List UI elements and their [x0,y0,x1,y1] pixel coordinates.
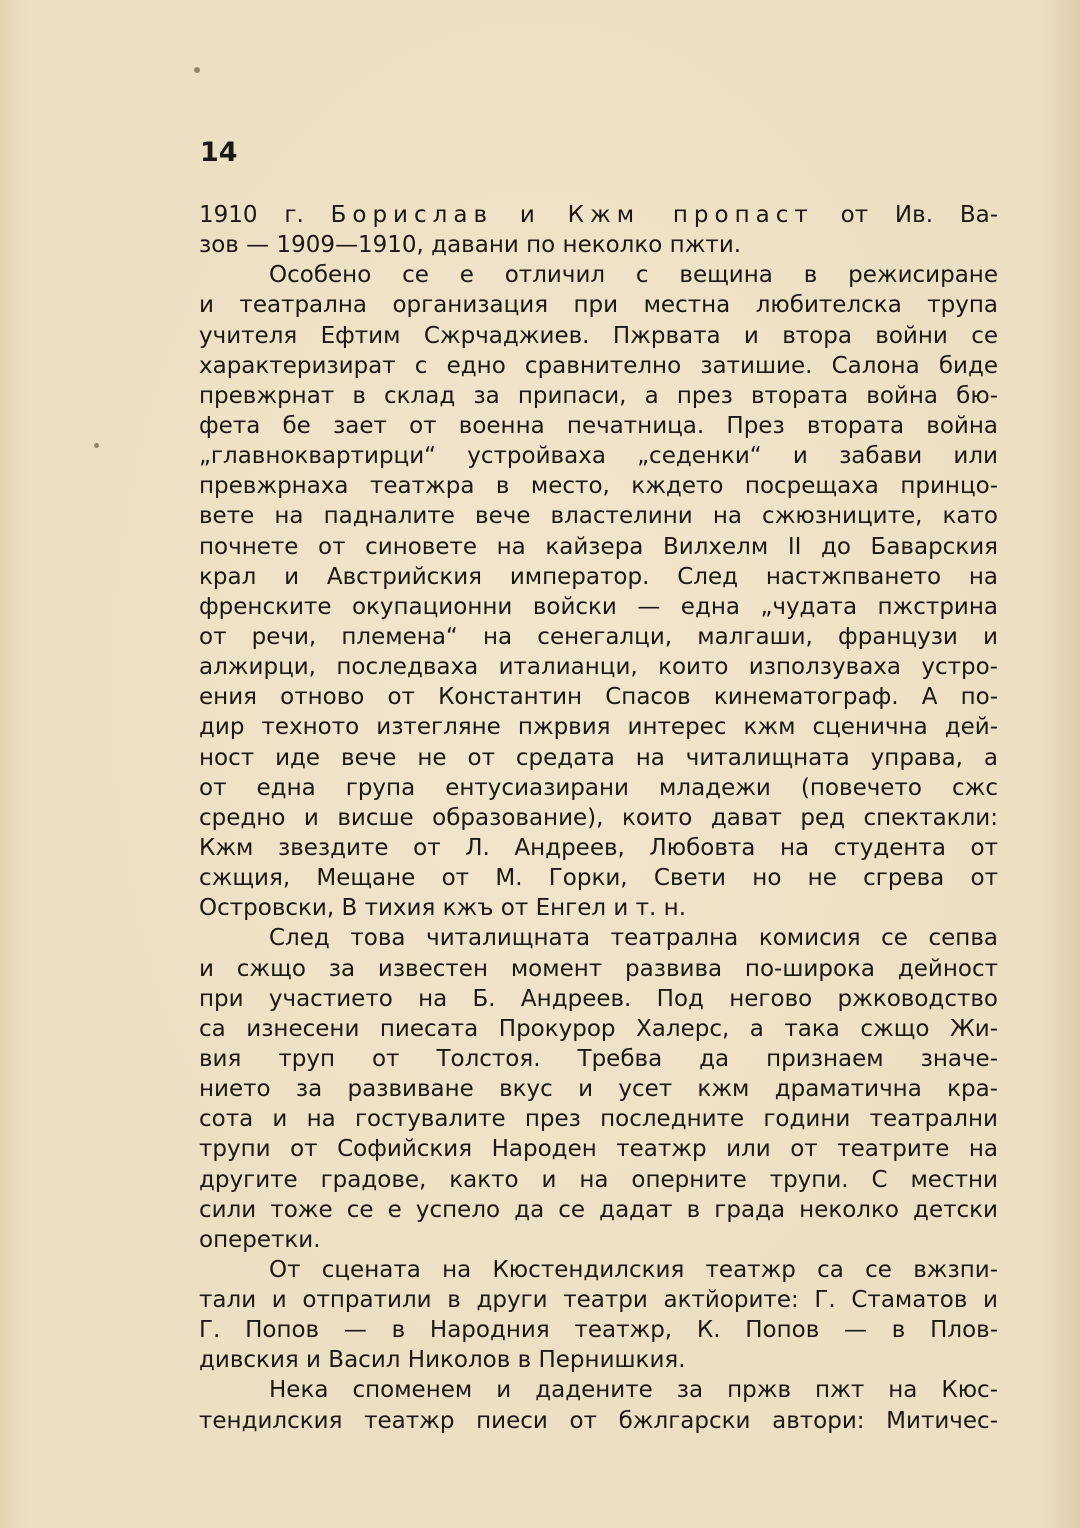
text-line: другите градове, както и на оперните трупи. С местни [199,1166,998,1193]
text-line: дир техното изтегляне пжрвия интерес кжм сценична дей- [199,714,998,741]
text-line: трупи от Софийския Народен театжр или от театрите на [199,1136,998,1163]
text-line: От сцената на Кюстендилския театжр са се вжзпи- [269,1256,998,1283]
text-line: от речи, племена“ на сенегалци, малгаши, французи и [199,623,998,650]
text-line: френските окупационни войски — една „чудата пжстрина [199,593,998,620]
text-line: Островски, В тихия кжъ от Енгел и т. н. [199,895,687,922]
text-line: тендилския театжр пиеси от бжлгарски автори: Митичес- [199,1407,998,1434]
text-line: фета бе зает от военна печатница. През втората война [199,412,998,439]
page-number: 14 [200,137,238,168]
text-line: ения отново от Константин Спасов кинематограф. А по- [199,684,998,711]
text-line: сили тоже се е успело да се дадат в града неколко детски [199,1196,998,1223]
text-line: „главноквартирци“ устройваха „седенки“ и забави или [199,443,998,470]
text-line: тали и отпратили в други театри актйорите: Г. Стаматов и [199,1287,998,1314]
text-line: зов — 1909—1910, давани по неколко пжти. [199,232,742,259]
text-line: са изнесени пиесата Прокурор Халерс, а така сжщо Жи- [199,1015,998,1042]
text-line: характеризират с едно сравнително затишие. Салона биде [199,352,998,379]
text-line: вете на падналите вече властелини на сжюзниците, като [199,503,998,530]
text-line: учителя Ефтим Сжрчаджиев. Пжрвата и втора войни се [199,322,998,349]
text-line: сота и на гостувалите през последните години театрални [199,1106,998,1133]
text-line: и театрална организация при местна любителска трупа [199,292,998,319]
text-line: от една група ентусиазирани младежи (повечето сжс [199,774,998,801]
text-line: ност иде вече не от средата на читалищната управа, а [199,744,998,771]
ink-speck [94,443,99,448]
text-line: 1910 г. Борислав и Кжм пропаст от Ив. Ва- [199,202,999,228]
text-line: при участието на Б. Андреев. Под негово ржководство [199,985,998,1012]
text-line: средно и висше образование), които дават ред спектакли: [199,804,998,831]
text-line: Особено се е отличил с вещина в режисиране [269,262,998,289]
text-line: вия труп от Толстоя. Требва да признаем значе- [199,1045,998,1072]
text-line: дивския и Васил Николов в Пернишкия. [199,1347,686,1374]
text-line: След това читалищната театрална комисия се сепва [269,925,998,952]
text-line: Г. Попов — в Народния театжр, К. Попов — в Плов- [199,1317,998,1344]
text-line: Кжм звездите от Л. Андреев, Любовта на студента от [199,834,998,861]
body-text [199,200,998,1436]
text-line: сжщия, Мещане от М. Горки, Свети но не сгрева от [199,865,998,892]
text-line: Нека споменем и дадените за пржв пжт на Кюс- [269,1377,998,1404]
ink-speck [194,67,200,73]
text-line: нието за развиване вкус и усет кжм драматична кра- [199,1076,998,1103]
text-line: почнете от синовете на кайзера Вилхелм II до Баварския [199,533,998,560]
text-line: алжирци, последваха италианци, които използуваха устро- [199,654,998,681]
text-line: превжрнаха театжра в место, кждето посрещаха принцо- [199,473,998,500]
text-line: и сжщо за известен момент развива по-широка дейност [199,955,998,982]
text-line: превжрнат в склад за припаси, а през втората война бю- [199,382,998,409]
text-line: крал и Австрийския император. След настжпването на [199,563,998,590]
text-line: оперетки. [199,1226,321,1253]
